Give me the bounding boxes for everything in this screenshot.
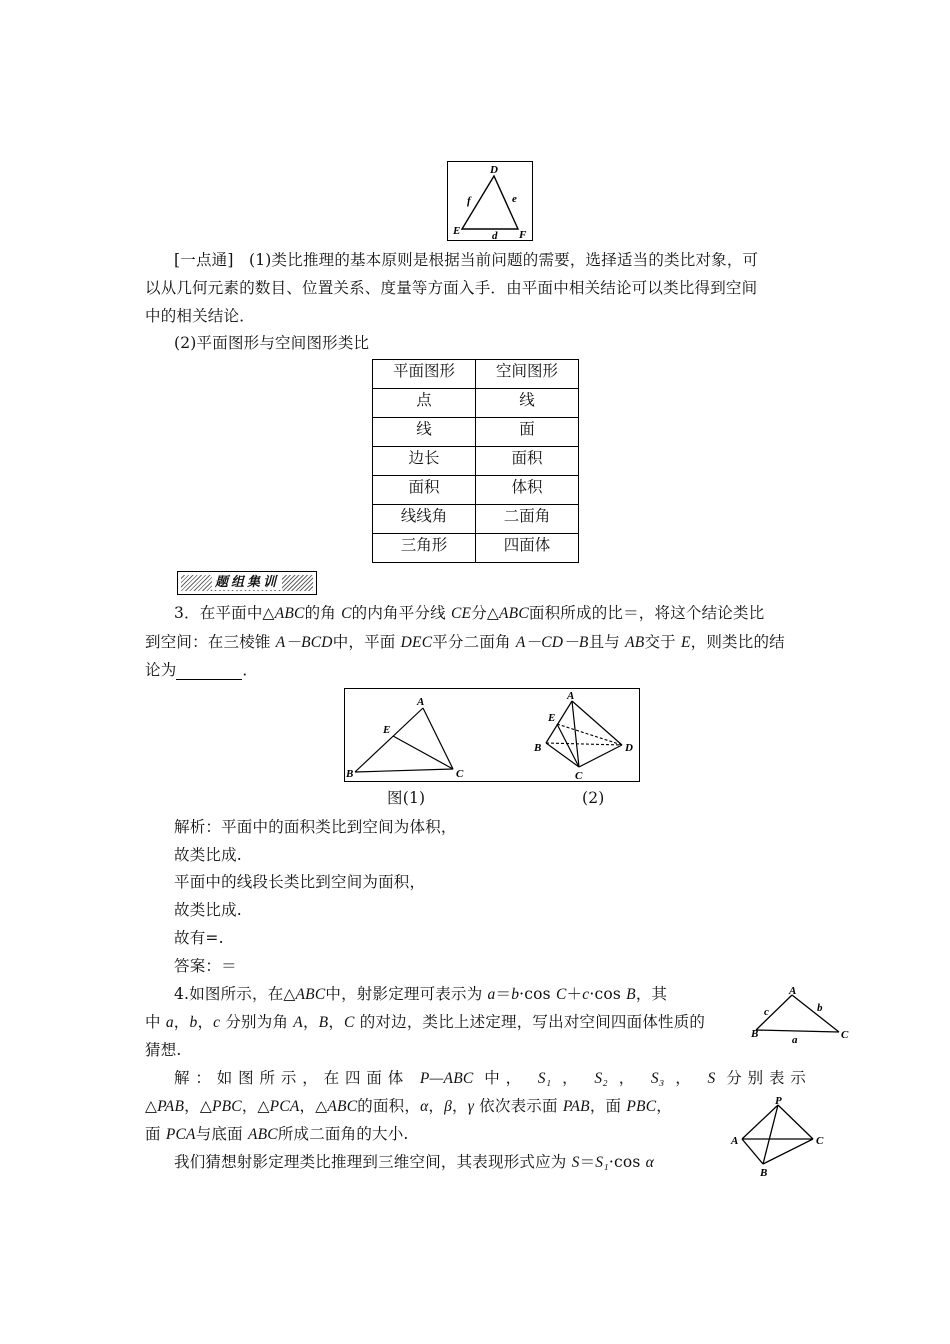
s4-math: S₁	[537, 1070, 552, 1087]
q4-text: ，	[197, 1013, 214, 1031]
s4-text: 与底面	[195, 1125, 248, 1143]
fig1-label-A: A	[417, 696, 425, 708]
q4-line-3: 猜想.	[145, 1041, 182, 1059]
s4-math: S	[707, 1070, 716, 1087]
s4-math: S	[571, 1154, 580, 1171]
table-cell: 点	[373, 389, 476, 418]
s4-math: PCA	[269, 1098, 300, 1115]
q4-math: B	[626, 986, 636, 1003]
q4-text: ，	[302, 1013, 319, 1031]
s4-math: PCA	[165, 1126, 196, 1143]
q3-text: ，则类比的结	[690, 633, 785, 651]
solution4-line-2	[145, 1096, 672, 1117]
s4-text: 解：如图所示，在四面体	[174, 1069, 410, 1087]
fig2-label-C: C	[575, 770, 583, 782]
s4-text: 的面积，	[357, 1097, 421, 1115]
section-banner	[177, 571, 317, 595]
s4-text: ，	[562, 1069, 584, 1087]
answer-line: 答案：＝	[174, 957, 237, 975]
s4-math: PBC	[211, 1098, 242, 1115]
fig2-label-A: A	[567, 690, 575, 702]
q4-math: b	[511, 986, 520, 1003]
label-f: f	[467, 195, 471, 207]
s4-text: ＝	[579, 1153, 596, 1171]
s4-text: ，	[452, 1097, 468, 1115]
q4-text: ＝	[495, 985, 512, 1003]
q4-text: ，	[328, 1013, 345, 1031]
q4-fig-label-b: b	[817, 1002, 823, 1014]
q3-text: 面积所成的比＝，将这个结论类比	[528, 604, 765, 622]
s4-text: △	[145, 1097, 158, 1115]
q3-text: 的角	[304, 604, 342, 622]
tetrahedron-pabc-figure	[730, 1097, 830, 1179]
q3-text: 且与	[588, 633, 626, 651]
s4-text: ，面	[589, 1097, 627, 1115]
s4-math: S₃	[650, 1070, 665, 1087]
q4-text: 分别为角	[220, 1013, 294, 1031]
q3-line-2	[145, 632, 785, 653]
q3-text: 到空间：在三棱锥	[145, 633, 276, 651]
s4-math: ABC	[247, 1126, 278, 1143]
q3-figure-diagrams	[345, 689, 639, 781]
s4-math: PBC	[626, 1098, 657, 1115]
q4-math: A	[293, 1014, 303, 1031]
table-row	[373, 505, 579, 534]
tips-line-3: 中的相关结论．	[145, 307, 255, 325]
table-row	[373, 534, 579, 563]
s4-text: 中，	[484, 1069, 527, 1087]
q4-math: a	[487, 986, 496, 1003]
triangle-def-figure	[447, 161, 533, 241]
s4-math: γ	[467, 1098, 475, 1115]
s4-text: 我们猜想射影定理类比推理到三维空间，其表现形式应为	[174, 1153, 572, 1171]
solution3-line-4: 故类比成.	[174, 901, 242, 919]
q4-text: ，其	[635, 985, 668, 1003]
s4-text: 分别表示	[726, 1069, 807, 1087]
q3-text: 平分二面角	[432, 633, 516, 651]
table-header-row	[373, 360, 579, 389]
tips-label: [一点通]	[174, 251, 234, 269]
s4-text: 依次表示面	[474, 1097, 563, 1115]
tips-line-4: (2)平面图形与空间图形类比	[174, 334, 370, 352]
table-cell: 面	[476, 418, 579, 447]
label-E: E	[453, 225, 461, 237]
label-F: F	[519, 229, 527, 241]
q3-math: A－BCD	[275, 634, 333, 651]
q3-text: ．	[242, 661, 259, 679]
solution4-line-4	[174, 1152, 654, 1173]
fig2-tetrahedron	[533, 690, 633, 782]
q4-math: c	[213, 1014, 221, 1031]
fig1-label-C: C	[456, 768, 464, 780]
s4-math: ABC	[327, 1098, 358, 1115]
q4-math: b	[189, 1014, 198, 1031]
tetra-label-B: B	[760, 1167, 768, 1179]
fig2-label-B: B	[534, 742, 542, 754]
answer-blank	[176, 665, 242, 680]
tips-line-1	[174, 250, 758, 270]
q3-math: C	[341, 605, 352, 622]
q4-fig-label-A: A	[789, 985, 797, 997]
q4-math: c	[582, 986, 590, 1003]
q3-text: 中，平面	[332, 633, 401, 651]
table-cell: 面积	[373, 476, 476, 505]
solution4-line-3	[145, 1124, 409, 1145]
q4-fig-label-c: c	[764, 1006, 769, 1018]
s4-math: β	[444, 1098, 453, 1115]
s4-math: S₂	[594, 1070, 608, 1087]
q3-text: 3．在平面中△	[174, 604, 275, 622]
triangle-def-diagram	[448, 162, 532, 240]
tetra-label-C: C	[816, 1135, 824, 1147]
solution3-line-5: 故有=.	[174, 929, 224, 947]
banner-title: 题组集训	[212, 575, 282, 590]
q3-text: 交于	[644, 633, 681, 651]
table-row	[373, 418, 579, 447]
label-e: e	[512, 193, 517, 205]
tips-line-2: 以从几何元素的数目、位置关系、度量等方面入手．由平面中相关结论可以类比得到空间	[145, 279, 758, 297]
s4-math: α	[420, 1098, 429, 1115]
q4-math: a	[165, 1014, 174, 1031]
fig2-label-D: D	[625, 742, 633, 754]
table-header-cell: 平面图形	[373, 360, 476, 389]
table-cell: 面积	[476, 447, 579, 476]
solution3-line-3: 平面中的线段长类比到空间为面积，	[174, 873, 426, 891]
q3-figures	[344, 688, 640, 782]
s4-math: P—ABC	[419, 1070, 474, 1087]
s4-text: ，	[675, 1069, 697, 1087]
q4-fig-label-a: a	[792, 1034, 798, 1046]
q4-math: B	[318, 1014, 329, 1031]
q3-math: DEC	[400, 634, 433, 651]
table-cell: 线	[476, 389, 579, 418]
q4-fig-label-C: C	[841, 1029, 849, 1041]
s4-text: 所成二面角的大小.	[277, 1125, 409, 1143]
tetra-label-P: P	[775, 1095, 782, 1107]
table-cell: 四面体	[476, 534, 579, 563]
q3-math: A－CD－B	[515, 634, 589, 651]
q4-math: ABC	[295, 986, 326, 1003]
table-cell: 线线角	[373, 505, 476, 534]
table-row	[373, 476, 579, 505]
table-row	[373, 447, 579, 476]
solution3-line-1: 解析：平面中的面积类比到空间为体积，	[174, 818, 457, 836]
table-cell: 二面角	[476, 505, 579, 534]
q4-fig-label-B: B	[751, 1028, 759, 1040]
q4-text: 的对边，类比上述定理，写出对空间四面体性质的	[354, 1013, 706, 1031]
q4-text: 中，射影定理可表示为	[325, 985, 488, 1003]
s4-text: ，△	[184, 1097, 212, 1115]
fig1-label-B: B	[346, 768, 354, 780]
q3-math: E	[680, 634, 691, 651]
q4-text: 4.如图所示，在△	[174, 985, 296, 1003]
solution3-line-2: 故类比成.	[174, 846, 242, 864]
q3-line-3	[145, 660, 258, 680]
q4-text: ＋	[566, 985, 583, 1003]
fig2-caption: (2)	[582, 789, 605, 807]
q4-text: 中	[145, 1013, 166, 1031]
tetra-label-A: A	[731, 1135, 739, 1147]
q4-text: ·cos	[519, 985, 556, 1003]
s4-text: ·cos	[608, 1153, 646, 1171]
q3-line-1	[174, 603, 764, 624]
s4-text: ，△	[241, 1097, 270, 1115]
q3-text: 论为	[145, 661, 177, 679]
fig1-caption: 图(1)	[387, 789, 426, 807]
s4-math: S₁	[595, 1154, 609, 1171]
q3-math: CE	[450, 605, 472, 622]
s4-text: ，	[656, 1097, 672, 1115]
solution4-line-1	[174, 1068, 806, 1089]
table-cell: 边长	[373, 447, 476, 476]
table-cell: 体积	[476, 476, 579, 505]
q3-text: 分△	[471, 604, 500, 622]
q4-text: ，	[173, 1013, 190, 1031]
q4-math: C	[344, 1014, 355, 1031]
fig1-label-E: E	[383, 724, 391, 736]
q3-math: ABC	[274, 605, 305, 622]
q4-text: ·cos	[589, 985, 627, 1003]
q4-triangle-figure	[752, 985, 862, 1047]
q3-math: AB	[625, 634, 645, 651]
q4-line-2	[145, 1012, 705, 1033]
fig1-triangle-abc	[345, 696, 464, 780]
s4-text: ，	[618, 1069, 641, 1087]
table-row	[373, 389, 579, 418]
q4-math: C	[555, 986, 567, 1003]
table-cell: 三角形	[373, 534, 476, 563]
q3-math: ABC	[499, 605, 529, 622]
s4-math: α	[645, 1154, 655, 1171]
s4-text: ，△	[299, 1097, 328, 1115]
table-cell: 线	[373, 418, 476, 447]
s4-text: 面	[145, 1125, 166, 1143]
analogy-table	[372, 359, 579, 563]
s4-text: ，	[428, 1097, 445, 1115]
fig2-label-E: E	[548, 712, 556, 724]
label-d: d	[492, 230, 498, 242]
s4-math: PAB	[157, 1098, 185, 1115]
q4-line-1	[174, 984, 667, 1005]
tips-p1-l1: (1)类比推理的基本原则是根据当前问题的需要，选择适当的类比对象，可	[249, 251, 759, 269]
q3-text: 的内角平分线	[351, 604, 451, 622]
label-D: D	[490, 164, 498, 176]
table-header-cell: 空间图形	[476, 360, 579, 389]
s4-math: PAB	[562, 1098, 590, 1115]
